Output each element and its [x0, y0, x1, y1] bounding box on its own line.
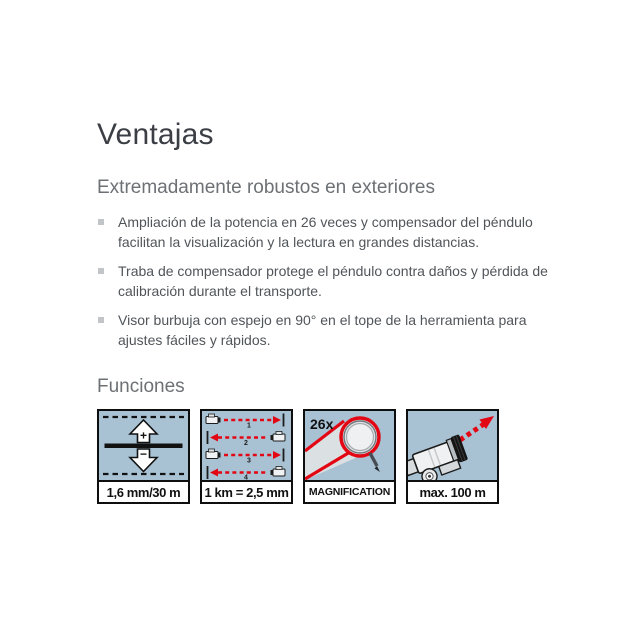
pointer-pencil: [370, 453, 377, 466]
bullet-square-icon: [98, 268, 104, 274]
bullet-text: Visor burbuja con espejo en 90° en el tope de la herramienta para ajustes fáciles y rápidos.: [118, 312, 527, 348]
level-instrument-icon: [271, 467, 286, 477]
magnification-icon: [305, 411, 394, 482]
minus-sign: −: [139, 447, 148, 461]
bullet-text: Traba de compensador protege el péndulo contra daños y pérdida de calibración durante el transporte.: [118, 263, 548, 299]
list-item: [97, 261, 555, 301]
page-title: Ventajas: [97, 118, 214, 151]
run-number-3: 3: [247, 457, 251, 465]
max-range-icon: [408, 411, 497, 482]
leveling-accuracy-icon-svg: [99, 411, 188, 480]
arrowhead-right-1: [273, 416, 281, 424]
run-number-1: 1: [247, 422, 251, 430]
advantages-list: [97, 212, 555, 350]
bullet-square-icon: [98, 219, 104, 225]
feature-magnification: [303, 409, 396, 504]
feature-label: 1,6 mm/30 m: [99, 482, 188, 502]
range-beam: [460, 424, 484, 440]
magnification-badge: 26x: [310, 416, 334, 432]
page-content: [97, 118, 555, 504]
feature-max-range: [406, 409, 499, 504]
level-instrument-icon: [206, 414, 221, 424]
arrowhead-left-2: [210, 434, 218, 442]
bullet-square-icon: [98, 317, 104, 323]
bullet-text: Ampliación de la potencia en 26 veces y compensador del péndulo facilitan la visualización y la lectura en grandes distancias.: [118, 214, 533, 250]
pencil-tip: [375, 466, 381, 472]
feature-leveling-accuracy: [97, 409, 190, 504]
magnification-icon-svg: [305, 411, 394, 480]
level-instrument-icon: [206, 449, 221, 459]
arrowhead-left-4: [210, 469, 218, 477]
arrowhead-right-3: [273, 451, 281, 459]
level-instrument-icon: [271, 432, 286, 442]
functions-heading: Funciones: [97, 376, 185, 397]
feature-label: 1 km = 2,5 mm: [202, 482, 291, 502]
lens-glass: [347, 424, 374, 451]
feature-double-run-accuracy: [200, 409, 293, 504]
run-number-4: 4: [244, 474, 248, 480]
plus-sign: +: [139, 428, 148, 443]
advantages-heading: Extremadamente robustos en exteriores: [97, 177, 435, 198]
feature-label: max. 100 m: [408, 482, 497, 502]
double-run-accuracy-icon: [202, 411, 291, 482]
double-run-accuracy-icon-svg: [202, 411, 291, 480]
max-range-icon-svg: [408, 411, 497, 480]
list-item: [97, 310, 555, 350]
run-number-2: 2: [244, 440, 248, 447]
feature-label: MAGNIFICATION: [305, 482, 394, 502]
list-item: [97, 212, 555, 252]
feature-icons-row: [97, 409, 555, 504]
leveling-accuracy-icon: [99, 411, 188, 482]
